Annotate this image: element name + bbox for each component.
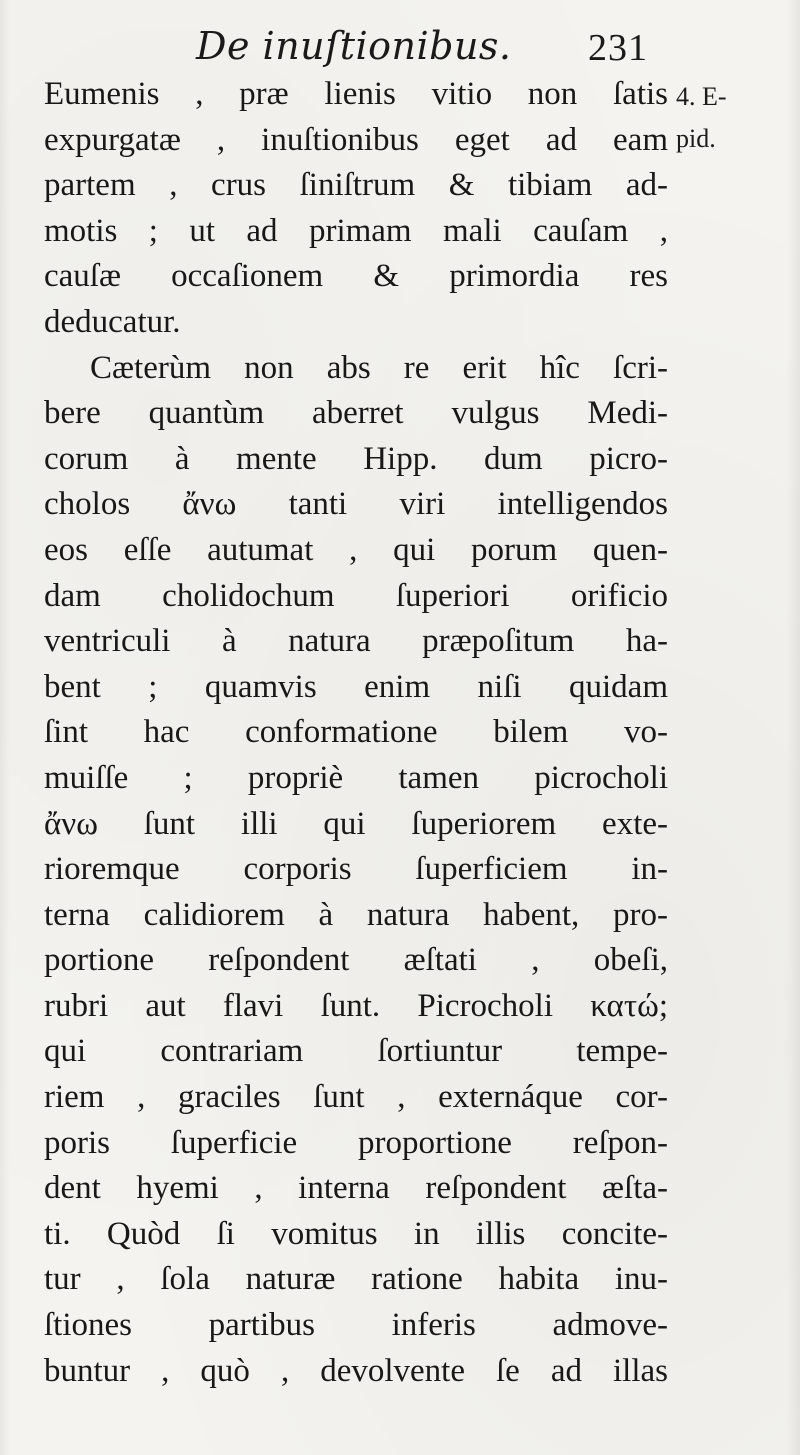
text-line: dam cholidochum ſuperiori orificio [44,577,668,614]
text-line: muiſſe ; propriè tamen picrocholi [44,759,668,796]
text-line: buntur , quò , devolvente ſe ad illas [44,1352,668,1389]
text-line: corum à mente Hipp. dum picro- [44,440,668,477]
text-line: dent hyemi , interna reſpondent æſta- [44,1170,668,1207]
margin-note-line: 4. E- [676,82,727,111]
body-text [44,72,668,1394]
page-edge-shadow [786,0,800,1455]
text-line: rioremque corporis ſuperficiem in- [44,851,668,888]
text-line: motis ; ut ad primam mali cauſam , [44,212,668,249]
text-line: eos eſſe autumat , qui porum quen- [44,531,668,568]
text-line: ſint hac conformatione bilem vo- [44,714,668,751]
text-line: bent ; quamvis enim niſi quidam [44,668,668,705]
text-line: ventriculi à natura præpoſitum ha- [44,623,668,660]
margin-note-line: pid. [676,124,716,153]
paragraph-1 [44,72,668,346]
text-line: Eumenis , præ lienis vitio non ſatis [44,76,668,112]
text-line: terna calidiorem à natura habent, pro- [44,896,668,933]
text-line: poris ſuperficie proportione reſpon- [44,1124,668,1161]
margin-note [676,76,796,160]
text-line: cholos ἄνω tanti viri intelligendos [44,486,668,523]
text-line: ſtiones partibus inferis admove- [44,1307,668,1344]
text-line: expurgatæ , inuſtionibus eget ad eam [44,121,668,158]
text-line: Cæterùm non abs re erit hîc ſcri- [90,349,668,386]
page-gutter-shadow [0,0,10,1455]
text-line: portione reſpondent æſtati , obeſi, [44,942,668,979]
text-line: deducatur. [44,303,181,340]
running-head: De inuſtionibus. [196,24,512,68]
text-line: bere quantùm aberret vulgus Medi- [44,395,668,432]
text-line: ἄνω ſunt illi qui ſuperiorem exte- [44,805,668,842]
text-line: rubri aut flavi ſunt. Picrocholi κατώ; [44,987,668,1024]
text-line: partem , crus ſiniſtrum & tibiam ad- [44,167,668,204]
text-line: qui contrariam ſortiuntur tempe- [44,1033,668,1070]
text-line: cauſæ occaſionem & primordia res [44,258,668,295]
page-header [0,18,800,74]
text-line: riem , graciles ſunt , externáque cor- [44,1079,668,1116]
paragraph-2 [44,346,668,1395]
page-number: 231 [588,27,648,69]
text-line: tur , ſola naturæ ratione habita inu- [44,1261,668,1298]
text-line: ti. Quòd ſi vomitus in illis concite- [44,1215,668,1252]
